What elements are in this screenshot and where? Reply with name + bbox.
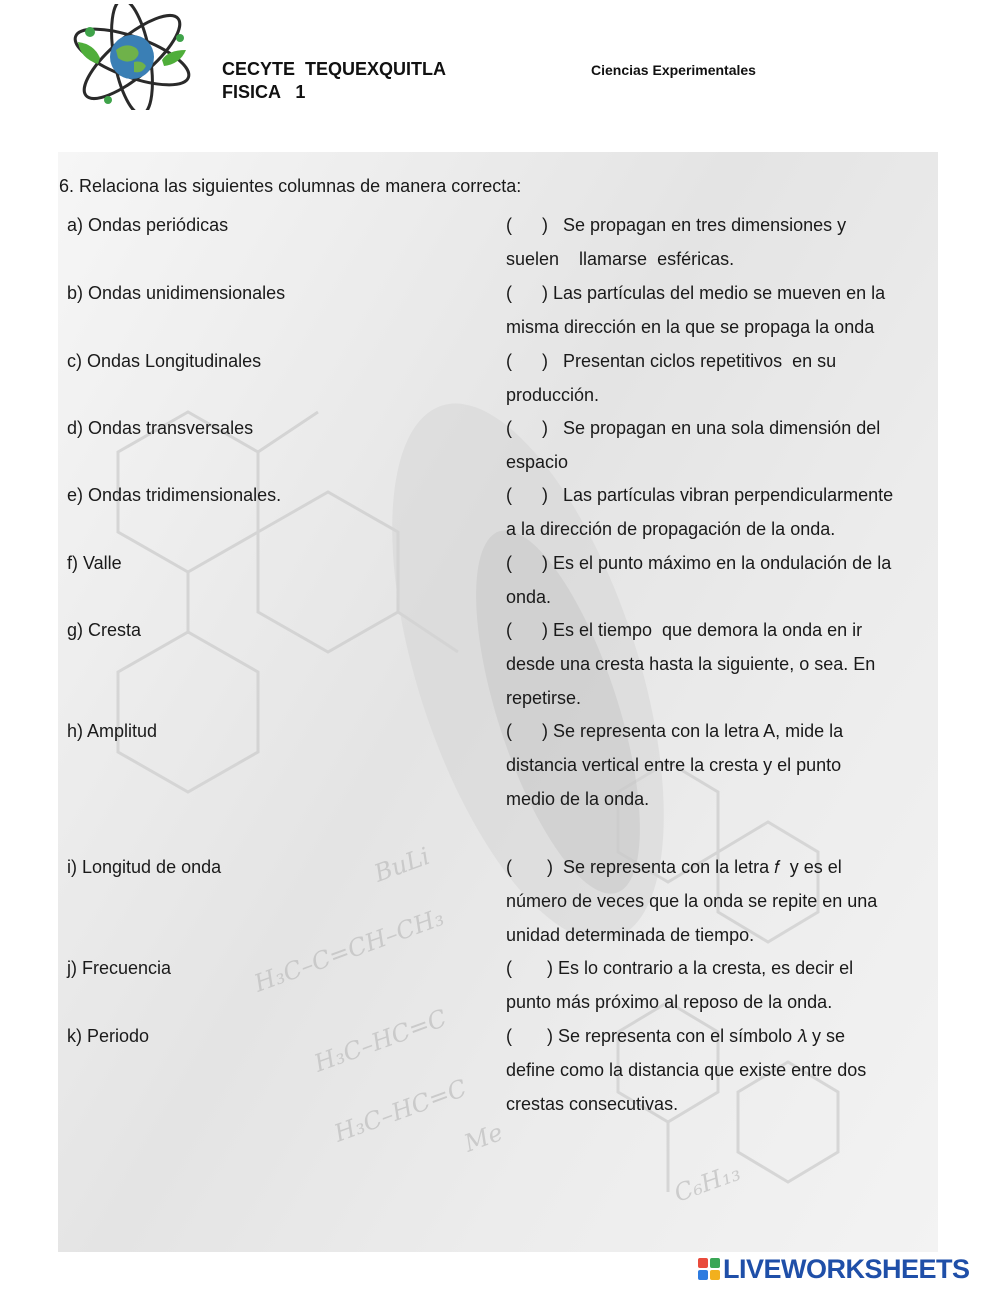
definition-text: ( ) Presentan ciclos repetitivos en su producción. (506, 351, 837, 405)
liveworksheets-brand-text: LIVEWORKSHEETS (723, 1253, 970, 1284)
definition-text: ( ) Las partículas del medio se mueven en la misma dirección en la que se propaga la onda (506, 283, 886, 337)
term-label: h) Amplitud (67, 721, 158, 741)
term-label: k) Periodo (67, 1026, 150, 1046)
school-header (222, 58, 446, 104)
svg-text:Me: Me (460, 1118, 507, 1158)
term-label: b) Ondas unidimensionales (67, 283, 286, 303)
definition-text: ( ) Se propagan en tres dimensiones y suelen llamarse esféricas. (506, 215, 847, 269)
definition-text: ( ) Es lo contrario a la cresta, es decir el punto más próximo al reposo de la onda. (506, 958, 854, 1012)
term-label: f) Valle (67, 553, 122, 573)
definition-text: ( ) Se representa con la letra A, mide la distancia vertical entre la cresta y el punto medio de la onda. (506, 721, 844, 809)
atom-globe-logo-icon (68, 4, 196, 110)
svg-text:C₆H₁₃: C₆H₁₃ (670, 1158, 745, 1208)
liveworksheets-logo (698, 1252, 970, 1286)
svg-text:H₃C–HC=C: H₃C–HC=C (330, 1073, 471, 1148)
definition-text: ( ) Es el tiempo que demora la onda en ir desde una cresta hasta la siguiente, o sea. En repetirse. (506, 620, 876, 708)
svg-text:H₃C–C=CH–CH₃: H₃C–C=CH–CH₃ (250, 903, 448, 998)
definition-text: ( ) Se representa con el símbolo 𝜆 y se define como la distancia que existe entre dos crestas consecutivas. (506, 1026, 867, 1114)
svg-text:BuLi: BuLi (370, 841, 434, 888)
term-label: i) Longitud de onda (67, 857, 222, 877)
definition-text: ( ) Es el punto máximo en la ondulación de la onda. (506, 553, 892, 607)
term-label: a) Ondas periódicas (67, 215, 229, 235)
subject-label: Ciencias Experimentales (591, 62, 756, 78)
definition-text: ( ) Se representa con la letra 𝑓 y es el número de veces que la onda se repite en una unidad determinada de tiempo. (506, 857, 878, 945)
course-name: FISICA 1 (222, 82, 306, 102)
definition-text: ( ) Se propagan en una sola dimensión del espacio (506, 418, 881, 472)
term-label: g) Cresta (67, 620, 142, 640)
term-label: e) Ondas tridimensionales. (67, 485, 282, 505)
svg-text:H₃C–HC=C: H₃C–HC=C (310, 1003, 451, 1078)
school-name: CECYTE TEQUEXQUITLA (222, 59, 447, 79)
definition-text: ( ) Las partículas vibran perpendicularmente a la dirección de propagación de la onda. (506, 485, 894, 539)
term-label: c) Ondas Longitudinales (67, 351, 262, 371)
question-title: 6. Relaciona las siguientes columnas de manera correcta: (59, 176, 522, 196)
term-label: d) Ondas transversales (67, 418, 254, 438)
term-label: j) Frecuencia (67, 958, 172, 978)
liveworksheets-grid-icon (698, 1258, 720, 1280)
